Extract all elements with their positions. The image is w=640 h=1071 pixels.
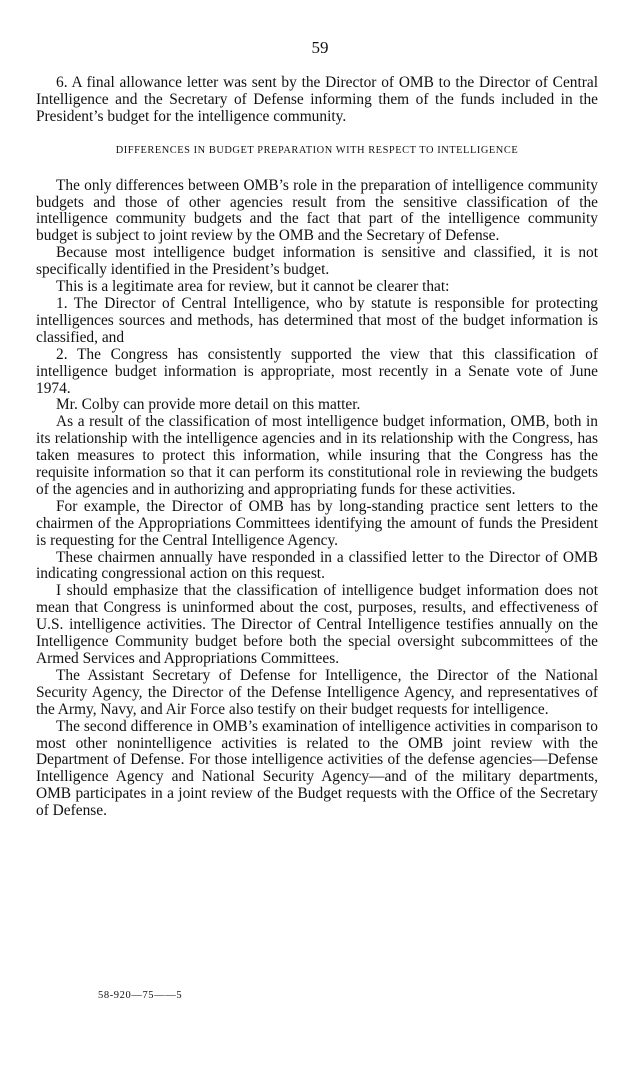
paragraph-sensitive-classified: Because most intelligence budget information is sensitive and classified, it is not specifically identified in the President’s budget. (36, 244, 598, 279)
paragraph-emphasize: I should emphasize that the classification of intelligence budget information does not mean that Congress is uninformed about the cost, purposes, results, and effectiveness of U.S. intelligence activities. The Director of Central Intelligence testifies annually on the Intelligence Community budget before both the special oversight subcommittees of the Armed Services and Appropriations Committees. (36, 582, 598, 667)
paragraph-second-difference: The second difference in OMB’s examination of intelligence activities in comparison to most other nonintelligence activities is related to the OMB joint review with the Department of Defense. For those intelligence activities of the defense agencies—Defense Intelligence Agency and National Security Agency—and of the military departments, OMB participates in a joint review of the Budget requests with the Office of the Secretary of Defense. (36, 717, 598, 820)
section-heading: DIFFERENCES IN BUDGET PREPARATION WITH RESPECT TO INTELLIGENCE (115, 144, 519, 156)
body-text (36, 75, 598, 820)
paragraph-final-allowance: 6. A final allowance letter was sent by the Director of OMB to the Director of Central Intelligence and the Secretary of Defense informing them of the funds included in the President’s budget for the intelligence community. (36, 74, 598, 125)
paragraph-only-differences: The only differences between OMB’s role in the preparation of intelligence community budgets and those of other agencies result from the sensitive classification of the intelligence community budgets and the fact that part of the intelligence community budget is subject to joint review by the OMB and the Secretary of Defense. (36, 176, 598, 245)
paragraph-assistant-secretary: The Assistant Secretary of Defense for Intelligence, the Director of the National Security Agency, the Director of the Defense Intelligence Agency, and representatives of the Army, Navy, and Air Force also testify on their budget requests for intelligence. (36, 666, 598, 718)
paragraph-colby: Mr. Colby can provide more detail on this matter. (56, 396, 361, 414)
page-number: 59 (311, 38, 329, 57)
paragraph-measures: As a result of the classification of most intelligence budget information, OMB, both in its relationship with the intelligence agencies and in its relationship with the Congress, has taken measures to protect this information, while insuring that the Congress has the requisite information so that it can perform its constitutional role in reviewing the budgets of the agencies and in authorizing and appropriating funds for these activities. (36, 413, 598, 498)
paragraph-legitimate-area: This is a legitimate area for review, but it cannot be clearer that: (56, 278, 450, 296)
paragraph-item-1: 1. The Director of Central Intelligence, who by statute is responsible for protecting intelligences sources and methods, has determined that most of the budget information is classified, and (36, 294, 598, 346)
paragraph-chairmen: These chairmen annually have responded in a classified letter to the Director of OMB indicating congressional action on this request. (36, 548, 598, 583)
paragraph-for-example: For example, the Director of OMB has by long-standing practice sent letters to the chairmen of the Appropriations Committees identifying the amount of funds the President is requesting for the Central Intelligence Agency. (36, 497, 598, 549)
footer-code: 58-920—75——5 (98, 990, 183, 1001)
paragraph-item-2: 2. The Congress has consistently supported the view that this classification of intelligence budget information is appropriate, most recently in a Senate vote of June 1974. (36, 345, 598, 397)
